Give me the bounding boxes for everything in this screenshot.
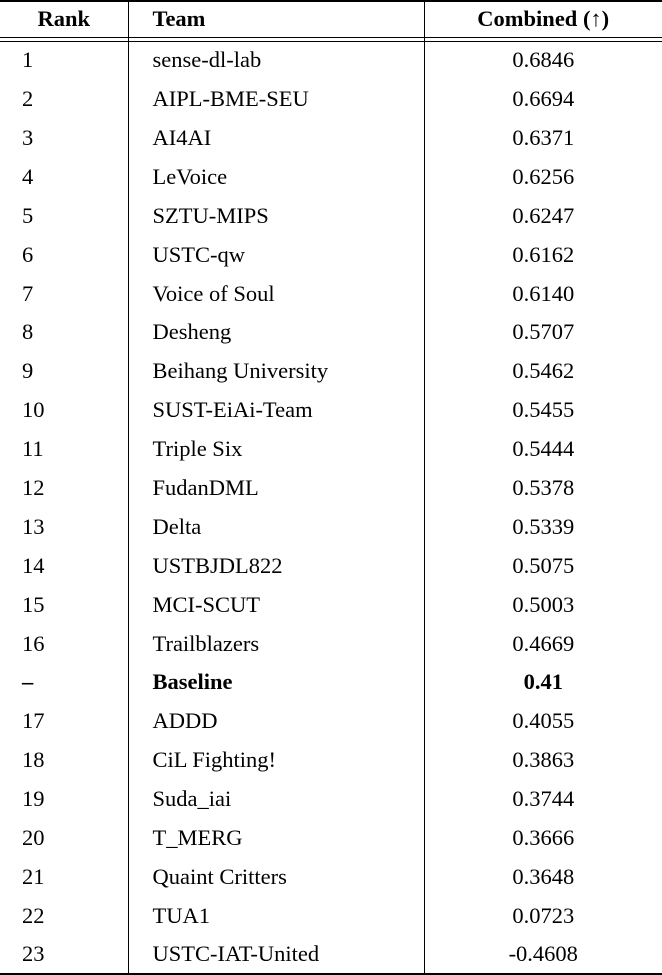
- cell-rank: 10: [0, 391, 128, 430]
- table-row: [0, 469, 662, 508]
- cell-rank: 11: [0, 430, 128, 469]
- cell-combined: 0.4055: [512, 708, 575, 734]
- cell-combined: 0.5003: [512, 591, 575, 617]
- cell-rank: 3: [0, 119, 128, 158]
- table-row: [0, 274, 662, 313]
- cell-team: USTBJDL822: [128, 547, 424, 586]
- cell-rank: 5: [0, 197, 128, 236]
- table-header: [0, 1, 662, 41]
- cell-rank: 22: [0, 897, 128, 936]
- cell-team: Baseline: [128, 663, 424, 702]
- column-header-team: Team: [128, 1, 424, 37]
- cell-combined: -0.4608: [424, 935, 662, 974]
- table-row: [0, 780, 662, 819]
- cell-rank: 6: [0, 235, 128, 274]
- cell-rank: 12: [0, 469, 128, 508]
- cell-team: Delta: [128, 508, 424, 547]
- cell-rank: 19: [0, 780, 128, 819]
- cell-team: T_MERG: [128, 819, 424, 858]
- table-row: [0, 935, 662, 974]
- table-row: [0, 624, 662, 663]
- cell-combined: 0.5339: [512, 513, 575, 539]
- table-row: [0, 80, 662, 119]
- cell-team: Triple Six: [128, 430, 424, 469]
- table-row: [0, 508, 662, 547]
- cell-team: AIPL-BME-SEU: [128, 80, 424, 119]
- column-header-rank: Rank: [0, 1, 128, 37]
- table-row: [0, 313, 662, 352]
- cell-rank: 2: [0, 80, 128, 119]
- cell-team: Voice of Soul: [128, 274, 424, 313]
- cell-team: SZTU-MIPS: [128, 197, 424, 236]
- cell-rank: 23: [0, 935, 128, 974]
- table-row: [0, 158, 662, 197]
- table-row: [0, 547, 662, 586]
- table-row: [0, 741, 662, 780]
- table-row: [0, 391, 662, 430]
- cell-rank: 18: [0, 741, 128, 780]
- table-row: [0, 41, 662, 80]
- table-row: [0, 352, 662, 391]
- cell-team: SUST-EiAi-Team: [128, 391, 424, 430]
- table-row: [0, 663, 662, 702]
- cell-team: sense-dl-lab: [128, 41, 424, 80]
- cell-combined: 0.5075: [512, 552, 575, 578]
- cell-combined: 0.5378: [512, 474, 575, 500]
- cell-combined: 0.6140: [512, 280, 575, 306]
- table-row: [0, 858, 662, 897]
- cell-team: Trailblazers: [128, 624, 424, 663]
- table-header-row: [0, 1, 662, 37]
- cell-team: ADDD: [128, 702, 424, 741]
- cell-rank: 7: [0, 274, 128, 313]
- cell-team: Beihang University: [128, 352, 424, 391]
- cell-combined: 0.6846: [512, 47, 575, 73]
- cell-combined: 0.6247: [512, 202, 575, 228]
- cell-team: AI4AI: [128, 119, 424, 158]
- cell-rank: –: [0, 663, 128, 702]
- cell-team: USTC-IAT-United: [128, 935, 424, 974]
- cell-rank: 1: [0, 41, 128, 80]
- table-row: [0, 702, 662, 741]
- cell-rank: 17: [0, 702, 128, 741]
- table-row: [0, 119, 662, 158]
- table-row: [0, 819, 662, 858]
- cell-team: TUA1: [128, 897, 424, 936]
- cell-team: MCI-SCUT: [128, 585, 424, 624]
- cell-team: LeVoice: [128, 158, 424, 197]
- cell-combined: 0.4669: [512, 630, 575, 656]
- table-body: [0, 41, 662, 974]
- cell-team: Quaint Critters: [128, 858, 424, 897]
- cell-team: Desheng: [128, 313, 424, 352]
- cell-rank: 8: [0, 313, 128, 352]
- cell-team: CiL Fighting!: [128, 741, 424, 780]
- cell-combined: 0.5444: [512, 436, 575, 462]
- cell-combined: 0.6256: [512, 163, 575, 189]
- table-row: [0, 585, 662, 624]
- table-row: [0, 897, 662, 936]
- cell-rank: 15: [0, 585, 128, 624]
- cell-combined: 0.3666: [512, 825, 575, 850]
- cell-rank: 20: [0, 819, 128, 858]
- cell-combined: 0.3648: [512, 863, 575, 889]
- table-row: [0, 235, 662, 274]
- cell-combined: 0.5462: [512, 358, 575, 384]
- cell-team: USTC-qw: [128, 235, 424, 274]
- cell-combined: 0.0723: [512, 902, 575, 928]
- cell-rank: 9: [0, 352, 128, 391]
- cell-combined: 0.6694: [512, 86, 575, 112]
- table-row: [0, 197, 662, 236]
- cell-combined: 0.5707: [512, 319, 575, 345]
- table-row: [0, 430, 662, 469]
- cell-combined: 0.5455: [512, 397, 575, 423]
- cell-rank: 4: [0, 158, 128, 197]
- cell-team: Suda_iai: [128, 780, 424, 819]
- cell-combined: 0.3744: [512, 786, 575, 812]
- cell-rank: 13: [0, 508, 128, 547]
- cell-combined: 0.6162: [512, 241, 575, 267]
- column-header-combined: Combined (↑): [424, 1, 662, 37]
- cell-rank: 21: [0, 858, 128, 897]
- cell-combined: 0.6371: [512, 124, 575, 150]
- cell-rank: 14: [0, 547, 128, 586]
- cell-rank: 16: [0, 624, 128, 663]
- cell-combined: 0.3863: [512, 747, 575, 773]
- cell-team: FudanDML: [128, 469, 424, 508]
- cell-combined: 0.41: [523, 669, 563, 695]
